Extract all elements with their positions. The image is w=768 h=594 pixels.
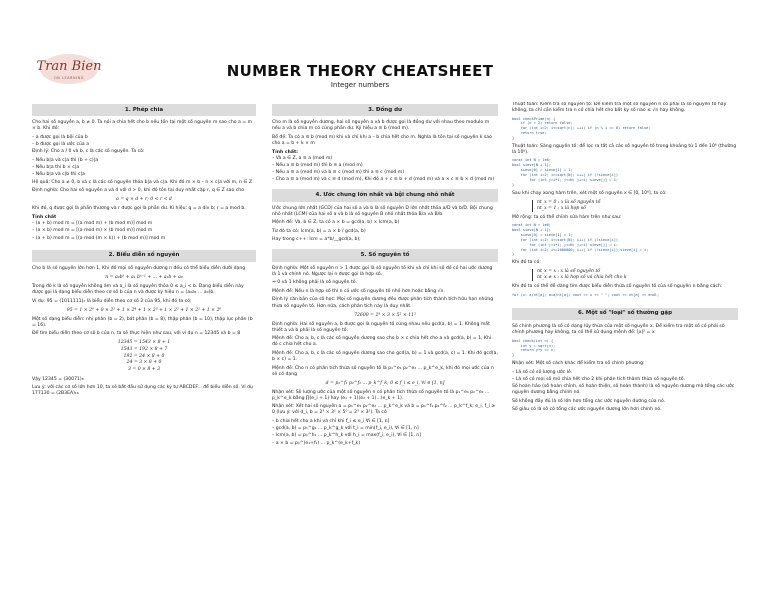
list-item: – Nếu a ≡ a (mod m) và b ≡ c (mod m) thì a ≡ c (mod m)	[272, 170, 405, 176]
code-block: const int N = 1e6; bool sieve[N + 1]; sieve[0] = sieve[1] = 1; for (int i=2; i<=sqrt(N); i++) if (!sieve[i]) for (int j=i*i; j<=N; j+=i) sieve[j] = 1; }	[512, 158, 619, 187]
case-line: nt_x = 0 : x là số nguyên tố	[537, 199, 601, 205]
paragraph: Khi đó, q được gọi là phần thương và r được gọi là phần dư. Kí hiệu: q = a div b; r = a mod b.	[32, 206, 246, 212]
paragraph: Định nghĩa: Hai số nguyên a, b được gọi là nguyên tố cùng nhau nếu gcd(a, b) = 1. Không mất thiết a và b phải là số nguyên tố.	[272, 321, 490, 333]
paragraph: Thuật toán: Sàng nguyên tố: để lọc ra tất cả các số nguyên tố trong khoảng từ 1 đến 10⁶ (thường là 10⁶).	[512, 143, 737, 155]
paragraph: Ví dụ: 95 = (1011111)₂ là biểu diễn theo cơ số 2 của 95, khi đó ta có:	[32, 298, 192, 304]
division-steps	[32, 340, 256, 373]
paragraph: Mệnh đề: Cho a, b, c là các số nguyên dương sao cho gcd(a, b) = 1 và gcd(a, c) = 1. Khi đó gcd(a, b × c) = 1.	[272, 350, 498, 362]
section-heading: 3. Đồng dư	[272, 104, 498, 116]
code-block: bool check(int n) { int y = sqrt(n); return y*y == n; }	[512, 338, 556, 358]
paragraph: Thuật toán: Kiểm tra số nguyên tố: Để kiểm tra một số nguyên n có phải là số nguyên tố hay không, ta chỉ cần kiểm tra n có chia hết cho bất kỳ số nào ≤ √n hay không.	[512, 102, 727, 114]
paragraph: ⇒ 0 và 1 không phải là số nguyên tố.	[272, 280, 358, 286]
list-item: – Nếu b|a và c|a thì (b + c)|a	[32, 157, 99, 163]
list-item: – (a + b) mod m = [(a mod (m × k)) + (b mod m)] mod m	[32, 235, 166, 241]
paragraph: Mệnh đề: Nếu n là hợp số thì n có ước số nguyên tố nhỏ hơn hoặc bằng √n.	[272, 288, 445, 294]
paragraph: Bổ đề: Ta có a ≡ b (mod m) khi và chỉ khi a – b chia hết cho m. Nghĩa là tồn tại số nguyên k sao cho a = b + k × m	[272, 134, 492, 146]
paragraph: Định lý: Cho a / 0 và b, c là các số nguyên. Ta có:	[32, 149, 145, 155]
list-item: – Nếu b|a và c|b thì c|a	[32, 172, 85, 178]
paragraph: Số hoàn hảo (số hoàn chỉnh, số hoàn thiện, số hoàn thành) là số nguyên dương mà tổng các ước nguyên dương bằng chính nó.	[512, 384, 735, 396]
paragraph: Định lý căn bản của số học: Mọi số nguyên dương đều được phân tích thành tích hữu hạn những thừa số nguyên tố. Hơn nữa, cách phân tích này là duy nhất.	[272, 297, 494, 309]
equation: d = p₁^f₁ p₂^f₂ ... p_k^f_k; 0 ≤ f_i ≤ e_i, ∀i ∈ [1, n]	[325, 380, 445, 386]
equation: 95 = 1 × 2⁶ + 0 × 2⁵ + 1 × 2⁴ + 1 × 2³ + 1 × 2² + 1 × 2¹ + 1 × 2⁰	[66, 307, 222, 313]
paragraph: Định nghĩa: Một số nguyên n > 1 được gọi là số nguyên tố khi và chỉ khi số đó có hai ước dương là 1 và chính nó. Ngược lại n được gọi là hợp số.	[272, 265, 493, 277]
section-heading: 2. Biểu diễn số nguyên	[32, 250, 256, 262]
paragraph: Hay trong c++: lcm = a*b/__gcd(a, b);	[272, 237, 361, 243]
paragraph: Mệnh đề: Và, b ∈ Z, ta có a × b = gcd(a, b) × lcm(a, b)	[272, 220, 400, 226]
paragraph: Sau khi chạy xong hàm trên, xét một số nguyên x ∈ [0, 10⁶], ta có:	[512, 190, 667, 196]
logo-subtext: ON LEARNING	[54, 76, 84, 80]
paragraph: Nhận xét: Số lượng ước của một số nguyên n có phân tích thừa số nguyên tố là p₁^e₁ p₂^e₂ ... p_k^e_k bằng ∏(e_i + 1) hay (e₁ + 1)(e₂ + 1)...(e_k + 1).	[272, 389, 490, 401]
list-item: – Và a ∈ Z, a ≡ a (mod m)	[272, 155, 333, 161]
logo-text: Tran Bien	[36, 59, 102, 74]
paragraph: Một số dạng biểu diễn: nhị phân (b = 2), bát phân (b = 8), thập phân (b = 10), thập lục phân (b = 16).	[32, 316, 253, 328]
division-step: 1543 = 192 × 8 + 7	[120, 347, 168, 353]
division-step: 192 = 24 × 8 + 0	[123, 353, 165, 359]
case-block	[532, 269, 738, 281]
list-item: – Nếu a ≡ b (mod m) thì b ≡ a (mod m)	[272, 162, 363, 168]
list-item: – lcm(a, b) = p₁^h₁ ... p_k^h_k với h_i = max(f_i, e_i), ∀i ∈ [1, n]	[272, 433, 421, 439]
list-item: – Là số có số lượng ước lẻ.	[512, 369, 573, 375]
paragraph: Mệnh đề: Cho a, b, c là các số nguyên dương sao cho b × c chia hết cho a và gcd(a, b) = 1, Khi đó c chia hết cho a.	[272, 336, 492, 348]
paragraph: Lưu ý: với các cơ số lớn hơn 10, ta sẽ bắt đầu sử dụng các ký tự ABCDEF... để biểu diễn số. Ví dụ 177130 = (2B3EA)₁₆	[32, 385, 253, 397]
column-left	[32, 102, 256, 587]
section-heading: 5. Số nguyên tố	[272, 249, 498, 261]
section-heading: 1. Phép chia	[32, 104, 256, 116]
paragraph: Mở rộng: ta có thể chỉnh sửa hàm trên như sau:	[512, 214, 622, 220]
division-step: 24 = 3 × 8 + 0	[126, 360, 162, 366]
page-title: NUMBER THEORY CHEATSHEET	[226, 62, 494, 80]
paragraph: Khi đó ta có:	[512, 260, 541, 266]
subheading: Tính chất:	[272, 149, 298, 155]
list-item: – Nếu b|a thì b × c|a	[32, 165, 80, 171]
paragraph: Trong đó k là số nguyên không âm và a_i là số nguyên thỏa 0 ≤ a_i < b. Dạng biểu diễn này được gọi là dạng biểu diễn theo cơ số b của n và được ký hiệu n = (a₀a₁ ... a₀)b.	[32, 283, 244, 295]
section-heading: 4. Ước chung lớn nhất và bội chung nhỏ nhất	[272, 189, 498, 201]
paragraph: Khi đó ta có thể dễ dàng tìm được biểu diễn thừa số nguyên tố của số nguyên n bằng cách:	[512, 284, 723, 290]
paragraph: Cho hai số nguyên a, b ≠ 0. Ta nói a chia hết cho b nếu tồn tại một số nguyên m sao cho a = m × b. Khi đó:	[32, 120, 253, 132]
paragraph: Số chính phương là số có dạng lũy thừa của một số nguyên x. Để kiểm tra một số có phải số chính phương hay không, ta có thể sử dụng mệnh đề: ⌊x⌋² = x	[512, 324, 725, 336]
brand-logo	[34, 52, 104, 92]
list-item: – b chia hết cho a khi và chỉ khi f_i ≤ e_i ∀i ∈ [1, n]	[272, 418, 390, 424]
equation: 72600 = 2³ × 3 × 5² × 11²	[354, 312, 416, 318]
case-block	[532, 200, 738, 212]
paragraph: Mệnh đề: Cho n có phân tích thừa số nguyên tố là p₁^e₁ p₂^e₂ ... p_k^e_k, khi đó mọi ước của n sẽ có dạng	[272, 365, 494, 377]
code-block: for (x: a/nt[a]; a=a/nt[a]) cout << x << " "; cout << nt[a] << endl;	[512, 292, 660, 297]
division-step: 3 = 0 × 8 + 3	[128, 367, 160, 372]
equation: n = a₀bᵏ + a₁ bᵏ⁻¹ + ... + a₁b + a₀	[105, 274, 183, 280]
list-item: – Là số có mọi số mũ chia hết cho 2 khi phân tích thành thừa số nguyên tố.	[512, 376, 686, 382]
list-item: – a × b = p₁^(e₁+f₁) ... p_k^(e_k+f_k)	[272, 440, 361, 446]
paragraph: Cho b là số nguyên lớn hơn 1, Khi đó mọi số nguyên dương n đều có thể biểu diễn dưới dạng	[32, 265, 246, 271]
paragraph: Nhận xét: Một số cách khác để kiểm tra số chính phương:	[512, 361, 645, 367]
list-item: – (a × b) mod m = [(a mod m) × (b mod m)] mod m	[32, 228, 153, 234]
case-line: nt_x ≠ x : x là hợp số và chia hết cho k	[537, 275, 627, 281]
code-block: bool checkPrime(n) { if (n < 2) return false; for (int i=2; i<=sqrt(n); ++i) if (n % i == 0) return false; return true; }	[512, 116, 651, 140]
paragraph: Nhận xét: Xét hai số nguyên a = p₁^e₁ p₂^e₂ ... p_k^e_k và b = p₁^f₁ p₂^f₂ ... p_k^f_k; e_i, f_i ≥ 0 (lưu ý: với d_i, b = 2³ × 3¹ × 5⁰ = 2³ × 3¹). Ta có	[272, 404, 496, 416]
subheading: Tính chất	[32, 214, 57, 220]
column-middle	[272, 102, 498, 587]
equation: a = q × d + r; 0 < r < d	[116, 197, 172, 203]
section-heading: 6. Một số "loại" số thường gặp	[512, 308, 738, 320]
case-line: nt_x = x : x là số nguyên tố	[537, 269, 601, 275]
list-item: – gcd(a, b) = p₁^g₁ ... p_k^g_k với t_i = min(f_i, e_i), ∀i ∈ [1, n]	[272, 426, 419, 432]
paragraph: Vậy 12345 = (30071)₈	[32, 376, 84, 382]
division-step: 12345 = 1543 × 8 + 1	[117, 340, 171, 346]
paragraph: Số không đầy đủ là số lớn hơn tổng các ước nguyên dương của nó.	[512, 398, 666, 404]
paragraph: Số giàu có là số có tổng các ước nguyên dương lớn hơn chính nó.	[512, 407, 662, 413]
code-block: const int N = 1e6; bool sieve[N + 1]; sieve[0] = sieve[1] = 1; for (int i=2; i<=sqrt(N); i++) if (!sieve[i]) for (int j=i*i; j<=N; j+=i) sieve[j] = i; for (int i=2; i<=1000000; i++) if (!sieve[i]) sieve[i] = i; }	[512, 223, 649, 257]
paragraph: Định nghĩa: Cho hai số nguyên a và d với d > 0, khi đó tồn tại duy nhất cặp r, q ∈ Z sao cho	[32, 188, 245, 194]
list-item: – (a + b) mod m = [(a mod m) + (b mod m)] mod m	[32, 221, 153, 226]
paragraph: Ước chung lớn nhất (GCD) của hai số a và b là số nguyên D lớn nhất thỏa a/D và b/D. Bội chung nhỏ nhất (LCM) của hai số a và b là số nguyên B nhỏ nhất thỏa B/a và B/b.	[272, 205, 493, 217]
paragraph: Hệ quả: Cho a ≠ 0, b và c là các số nguyên thỏa b|a và c|a. Khi đó m × b – n × c|a với m, n ∈ Z	[32, 179, 252, 185]
paragraph: Để tìm biểu diễn theo cơ số b của n, ta sẽ thực hiện như sau, với ví dụ n = 12345 và b = 8	[32, 331, 241, 337]
list-item: – b được gọi là ước của a	[32, 142, 90, 148]
equation: Từ đó ta có: lcm(a, b) = a × b / gcd(a, b)	[272, 228, 366, 234]
page-subtitle: Integer numbers	[330, 81, 390, 89]
column-right	[512, 102, 738, 587]
paragraph: Cho m là số nguyên dương, hai số nguyên a và b được gọi là đồng dư với nhau theo modulo m nếu a và b chia m có cùng phần dư. Ký hiệu a ≡ b (mod m).	[272, 120, 490, 132]
list-item: – Cho a ≡ a (mod m) và c ≡ d (mod m), Khi đó a + c ≡ b + d (mod m) và a × c ≡ b × d (mod m)	[272, 177, 495, 183]
case-line: nt_x = 1 : x là hợp số	[537, 205, 586, 211]
list-item: – a được gọi là bội của b	[32, 134, 88, 140]
